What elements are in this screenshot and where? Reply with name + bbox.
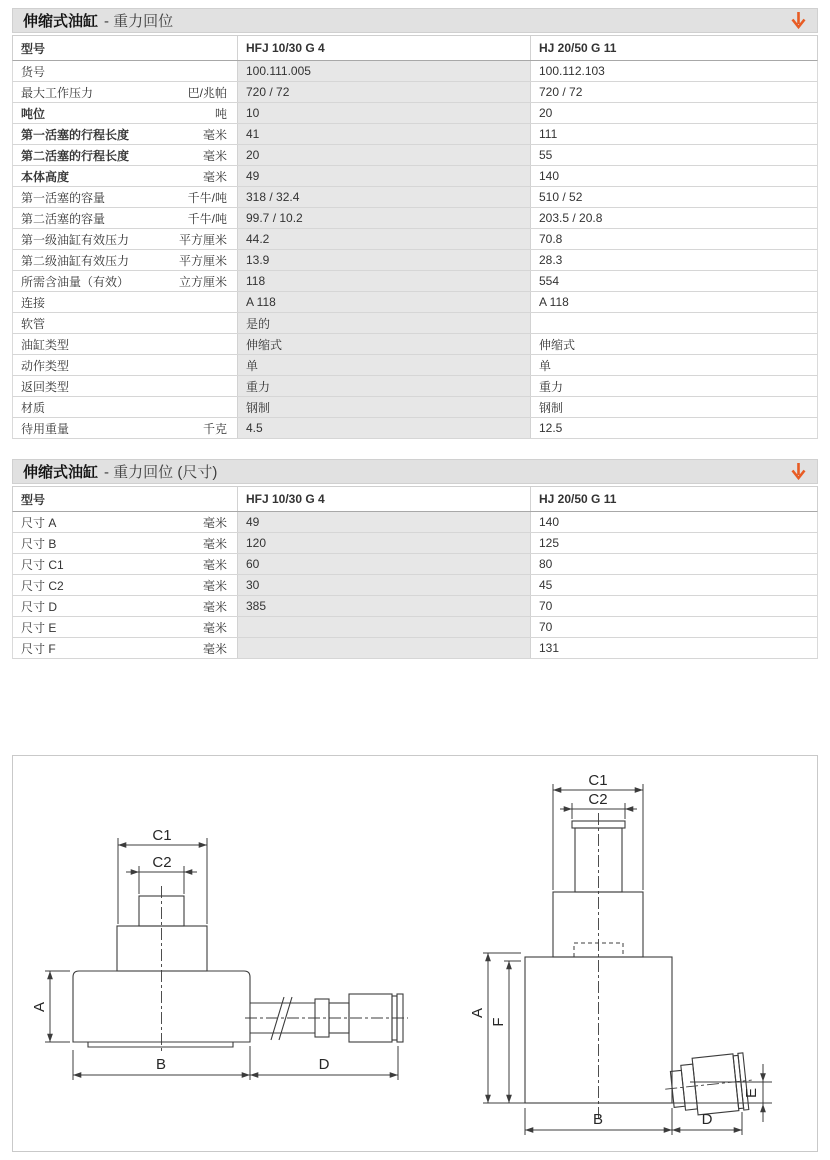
table-row bbox=[12, 638, 818, 659]
value-cell-hj: 伸缩式 bbox=[531, 334, 817, 354]
row-unit: 毫米 bbox=[202, 169, 227, 184]
row-unit: 毫米 bbox=[202, 148, 227, 163]
table-row bbox=[12, 145, 818, 166]
value-cell-hfj: 44.2 bbox=[238, 229, 531, 249]
value-cell-hj: 20 bbox=[531, 103, 817, 123]
value-cell-hfj: 20 bbox=[238, 145, 531, 165]
row-unit: 立方厘米 bbox=[178, 274, 227, 289]
dim-label-b: B bbox=[155, 1056, 167, 1073]
row-label: 返回类型 bbox=[21, 379, 70, 394]
row-label: 尺寸 B bbox=[21, 536, 57, 551]
table-header-row bbox=[12, 35, 818, 61]
dim-label-a: A bbox=[469, 1007, 486, 1019]
row-label-cell bbox=[13, 208, 238, 228]
value-cell-hfj: 60 bbox=[238, 554, 531, 574]
value-cell-hfj: 99.7 / 10.2 bbox=[238, 208, 531, 228]
value-cell-hj: 55 bbox=[531, 145, 817, 165]
dim-label-f: F bbox=[490, 1017, 507, 1027]
column-header-hfj: HFJ 10/30 G 4 bbox=[238, 487, 531, 511]
dim-label-c1: C1 bbox=[588, 772, 608, 789]
row-label: 材质 bbox=[21, 400, 46, 415]
row-label: 尺寸 C1 bbox=[21, 557, 64, 572]
table-title: 伸缩式油缸 bbox=[23, 13, 99, 30]
table-row bbox=[12, 617, 818, 638]
table-row bbox=[12, 376, 818, 397]
value-cell-hfj: 钢制 bbox=[238, 397, 531, 417]
dim-label-b: B bbox=[592, 1111, 604, 1128]
value-cell-hj: 45 bbox=[531, 575, 817, 595]
row-unit: 吨 bbox=[214, 106, 227, 121]
column-header-model: 型号 bbox=[13, 487, 238, 511]
value-cell-hj: 140 bbox=[531, 512, 817, 532]
row-label-cell bbox=[13, 575, 238, 595]
value-cell-hj: 125 bbox=[531, 533, 817, 553]
row-label: 待用重量 bbox=[21, 421, 70, 436]
row-label: 货号 bbox=[21, 64, 46, 79]
value-cell-hj: 131 bbox=[531, 638, 817, 658]
row-label-cell bbox=[13, 397, 238, 417]
row-label-cell bbox=[13, 271, 238, 291]
value-cell-hj: 钢制 bbox=[531, 397, 817, 417]
row-unit: 千克 bbox=[202, 421, 227, 436]
value-cell-hfj: 720 / 72 bbox=[238, 82, 531, 102]
table-subtitle: - 重力回位 (尺寸) bbox=[104, 464, 218, 481]
table-row bbox=[12, 596, 818, 617]
value-cell-hj: 12.5 bbox=[531, 418, 817, 438]
value-cell-hfj: 49 bbox=[238, 512, 531, 532]
table-row bbox=[12, 187, 818, 208]
value-cell-hj: 720 / 72 bbox=[531, 82, 817, 102]
row-label-cell bbox=[13, 355, 238, 375]
row-unit: 毫米 bbox=[202, 578, 227, 593]
value-cell-hfj: 318 / 32.4 bbox=[238, 187, 531, 207]
value-cell-hfj: 30 bbox=[238, 575, 531, 595]
dim-label-e: E bbox=[743, 1087, 760, 1099]
row-label-cell bbox=[13, 313, 238, 333]
row-label: 第一活塞的行程长度 bbox=[21, 127, 130, 142]
table-row bbox=[12, 250, 818, 271]
row-label: 所需含油量（有效） bbox=[21, 274, 130, 289]
row-label-cell bbox=[13, 124, 238, 144]
row-label-cell bbox=[13, 533, 238, 553]
table-body bbox=[12, 61, 818, 439]
row-label-cell bbox=[13, 103, 238, 123]
table-row bbox=[12, 103, 818, 124]
value-cell-hj: 203.5 / 20.8 bbox=[531, 208, 817, 228]
row-unit: 毫米 bbox=[202, 641, 227, 656]
value-cell-hfj bbox=[238, 638, 531, 658]
row-label: 油缸类型 bbox=[21, 337, 70, 352]
table-row bbox=[12, 271, 818, 292]
table-row bbox=[12, 313, 818, 334]
row-label: 连接 bbox=[21, 295, 46, 310]
value-cell-hj: 70.8 bbox=[531, 229, 817, 249]
row-unit: 平方厘米 bbox=[178, 232, 227, 247]
row-unit: 毫米 bbox=[202, 599, 227, 614]
row-unit: 毫米 bbox=[202, 557, 227, 572]
row-label: 第二活塞的容量 bbox=[21, 211, 106, 226]
table-title-bar bbox=[12, 459, 818, 484]
drawing-left-cylinder bbox=[31, 827, 408, 1080]
value-cell-hfj: 4.5 bbox=[238, 418, 531, 438]
table-row bbox=[12, 166, 818, 187]
value-cell-hfj: 10 bbox=[238, 103, 531, 123]
row-unit: 毫米 bbox=[202, 620, 227, 635]
dim-label-c2: C2 bbox=[588, 791, 608, 808]
row-label-cell bbox=[13, 292, 238, 312]
row-label-cell bbox=[13, 61, 238, 81]
row-label: 第二活塞的行程长度 bbox=[21, 148, 130, 163]
row-label: 尺寸 A bbox=[21, 515, 57, 530]
table-row bbox=[12, 334, 818, 355]
row-label-cell bbox=[13, 418, 238, 438]
dim-label-d: D bbox=[701, 1111, 713, 1128]
row-label: 第一级油缸有效压力 bbox=[21, 232, 130, 247]
dim-label-a: A bbox=[31, 1001, 48, 1013]
value-cell-hj bbox=[531, 313, 817, 333]
value-cell-hfj bbox=[238, 617, 531, 637]
value-cell-hfj: 41 bbox=[238, 124, 531, 144]
row-unit: 平方厘米 bbox=[178, 253, 227, 268]
value-cell-hfj: 是的 bbox=[238, 313, 531, 333]
row-label-cell bbox=[13, 376, 238, 396]
table-body bbox=[12, 512, 818, 659]
value-cell-hfj: A 118 bbox=[238, 292, 531, 312]
dim-label-d: D bbox=[318, 1056, 330, 1073]
table-row bbox=[12, 229, 818, 250]
row-unit: 毫米 bbox=[202, 536, 227, 551]
row-label-cell bbox=[13, 145, 238, 165]
row-label-cell bbox=[13, 82, 238, 102]
table-row bbox=[12, 575, 818, 596]
value-cell-hj: 28.3 bbox=[531, 250, 817, 270]
table-title: 伸缩式油缸 bbox=[23, 464, 99, 481]
row-label-cell bbox=[13, 638, 238, 658]
value-cell-hj: 重力 bbox=[531, 376, 817, 396]
value-cell-hj: 70 bbox=[531, 596, 817, 616]
row-unit: 毫米 bbox=[202, 515, 227, 530]
row-label: 尺寸 C2 bbox=[21, 578, 64, 593]
row-label-cell bbox=[13, 229, 238, 249]
value-cell-hfj: 49 bbox=[238, 166, 531, 186]
value-cell-hfj: 重力 bbox=[238, 376, 531, 396]
table-title-bar bbox=[12, 8, 818, 33]
row-label: 尺寸 E bbox=[21, 620, 57, 635]
table-row bbox=[12, 397, 818, 418]
spec-table-main bbox=[12, 8, 818, 439]
table-row bbox=[12, 292, 818, 313]
value-cell-hj: 70 bbox=[531, 617, 817, 637]
row-label: 最大工作压力 bbox=[21, 85, 94, 100]
value-cell-hfj: 385 bbox=[238, 596, 531, 616]
download-icon[interactable] bbox=[790, 11, 807, 30]
row-label: 尺寸 F bbox=[21, 641, 56, 656]
spec-table-dimensions bbox=[12, 459, 818, 659]
value-cell-hfj: 120 bbox=[238, 533, 531, 553]
value-cell-hj: 554 bbox=[531, 271, 817, 291]
column-header-model: 型号 bbox=[13, 36, 238, 60]
value-cell-hj: 140 bbox=[531, 166, 817, 186]
table-row bbox=[12, 82, 818, 103]
cylinder-drawings bbox=[13, 756, 817, 1151]
table-row bbox=[12, 355, 818, 376]
row-label-cell bbox=[13, 617, 238, 637]
row-unit: 千牛/吨 bbox=[187, 211, 227, 226]
value-cell-hfj: 伸缩式 bbox=[238, 334, 531, 354]
dim-label-c1: C1 bbox=[152, 827, 172, 844]
row-label-cell bbox=[13, 250, 238, 270]
value-cell-hfj: 13.9 bbox=[238, 250, 531, 270]
row-label-cell bbox=[13, 166, 238, 186]
row-label: 第二级油缸有效压力 bbox=[21, 253, 130, 268]
column-header-hj: HJ 20/50 G 11 bbox=[531, 36, 817, 60]
row-label-cell bbox=[13, 596, 238, 616]
download-icon[interactable] bbox=[790, 462, 807, 481]
table-row bbox=[12, 512, 818, 533]
value-cell-hfj: 100.111.005 bbox=[238, 61, 531, 81]
table-row bbox=[12, 61, 818, 82]
row-label-cell bbox=[13, 187, 238, 207]
table-row bbox=[12, 554, 818, 575]
row-label-cell bbox=[13, 512, 238, 532]
dimension-drawing-panel bbox=[12, 755, 818, 1152]
row-unit: 巴/兆帕 bbox=[187, 85, 227, 100]
row-label: 软管 bbox=[21, 316, 46, 331]
value-cell-hj: 单 bbox=[531, 355, 817, 375]
table-header-row bbox=[12, 486, 818, 512]
table-row bbox=[12, 533, 818, 554]
value-cell-hj: 80 bbox=[531, 554, 817, 574]
value-cell-hfj: 单 bbox=[238, 355, 531, 375]
column-header-hfj: HFJ 10/30 G 4 bbox=[238, 36, 531, 60]
row-label: 本体高度 bbox=[21, 169, 70, 184]
value-cell-hj: 510 / 52 bbox=[531, 187, 817, 207]
table-row bbox=[12, 418, 818, 439]
value-cell-hj: 111 bbox=[531, 124, 817, 144]
row-unit: 千牛/吨 bbox=[187, 190, 227, 205]
row-label-cell bbox=[13, 334, 238, 354]
value-cell-hj: 100.112.103 bbox=[531, 61, 817, 81]
row-label-cell bbox=[13, 554, 238, 574]
row-label: 吨位 bbox=[21, 106, 46, 121]
row-label: 第一活塞的容量 bbox=[21, 190, 106, 205]
value-cell-hj: A 118 bbox=[531, 292, 817, 312]
dim-label-c2: C2 bbox=[152, 854, 172, 871]
table-row bbox=[12, 208, 818, 229]
row-label: 尺寸 D bbox=[21, 599, 58, 614]
value-cell-hfj: 118 bbox=[238, 271, 531, 291]
row-label: 动作类型 bbox=[21, 358, 70, 373]
row-unit: 毫米 bbox=[202, 127, 227, 142]
coupler bbox=[662, 1052, 754, 1118]
table-row bbox=[12, 124, 818, 145]
drawing-right-cylinder bbox=[469, 772, 772, 1135]
table-subtitle: - 重力回位 bbox=[104, 13, 174, 30]
column-header-hj: HJ 20/50 G 11 bbox=[531, 487, 817, 511]
